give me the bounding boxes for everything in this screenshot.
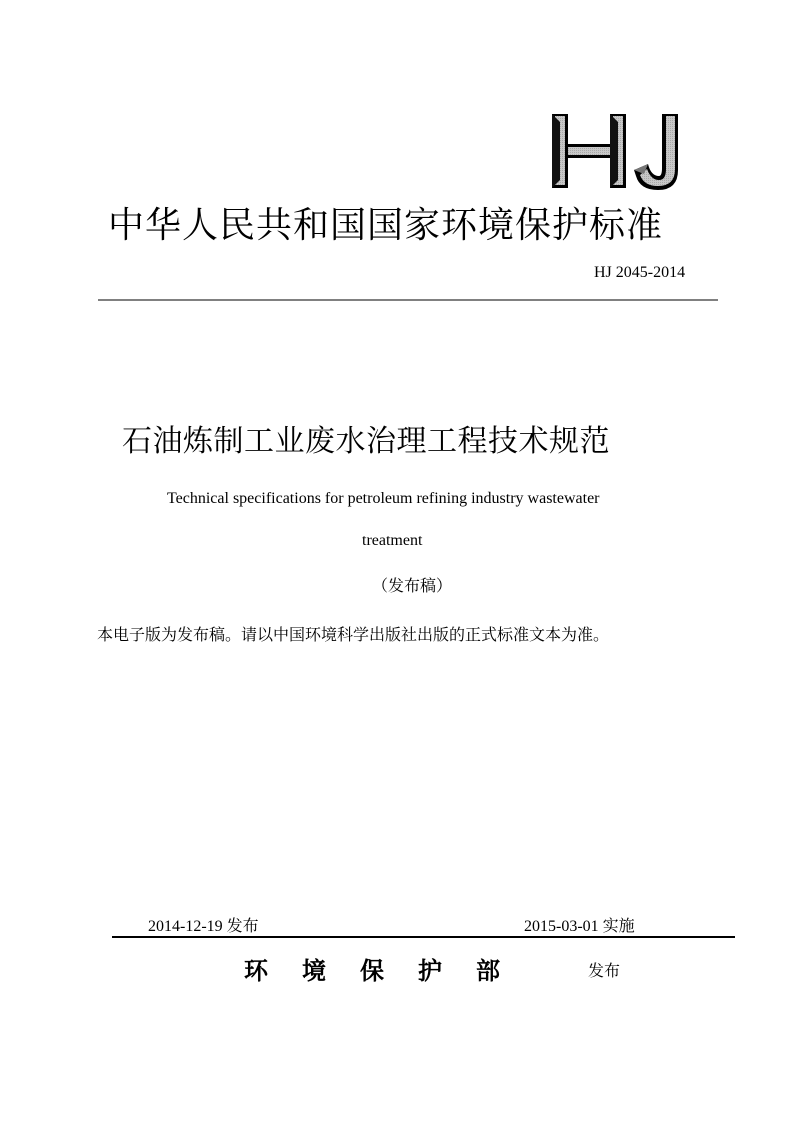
issue-date: 2014-12-19 发布 [148, 918, 259, 935]
publisher-char: 保 [360, 957, 384, 985]
implementation-date: 2015-03-01 实施 [524, 918, 635, 935]
publisher-char: 境 [302, 957, 326, 985]
document-title-english-line2: treatment [362, 532, 423, 549]
electronic-version-notice: 本电子版为发布稿。请以中国环境科学出版社出版的正式标准文本为准。 [97, 627, 610, 644]
footer-divider [112, 936, 735, 938]
publisher-name [244, 951, 500, 986]
publish-label: 发布 [588, 961, 621, 980]
standard-number: HJ 2045-2014 [594, 264, 686, 281]
national-standard-heading: 中华人民共和国国家环境保护标准 [108, 205, 664, 245]
publisher-char: 护 [418, 957, 442, 985]
header-divider [98, 299, 718, 301]
hj-logo-icon [548, 112, 683, 192]
publisher-char: 部 [476, 957, 500, 985]
document-title-english-line1: Technical specifications for petroleum refining industry wastewater [167, 490, 600, 507]
document-title-chinese: 石油炼制工业废水治理工程技术规范 [122, 424, 610, 459]
publisher-char: 环 [244, 957, 268, 985]
hj-logo [548, 112, 683, 192]
draft-label: （发布稿） [372, 576, 453, 595]
